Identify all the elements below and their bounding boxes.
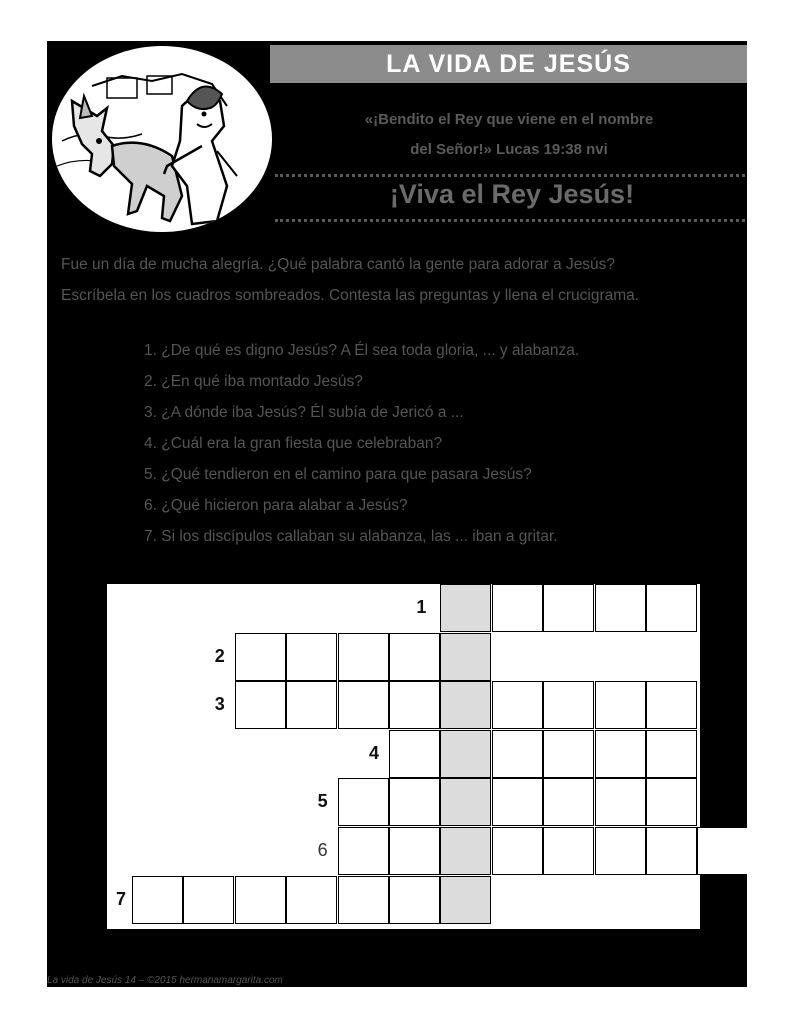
answer-cell[interactable]: [543, 827, 594, 875]
shaded-answer-cell[interactable]: [440, 827, 491, 875]
answer-cell[interactable]: [543, 730, 594, 778]
clue-number-6: 6: [317, 840, 328, 860]
bible-verse-line-2: del Señor!» Lucas 19:38 nvi: [410, 141, 608, 158]
answer-cell[interactable]: [646, 584, 697, 632]
clue-number-5: 5: [317, 791, 328, 812]
instructions-line-2: Escríbela en los cuadros sombreados. Contesta las preguntas y llena el crucigrama.: [61, 287, 640, 304]
page-title: LA VIDA DE JESÚS: [386, 50, 631, 78]
answer-cell[interactable]: [646, 827, 697, 875]
shaded-answer-cell[interactable]: [440, 681, 491, 729]
answer-cell[interactable]: [132, 876, 183, 924]
answer-cell[interactable]: [389, 778, 440, 826]
shaded-answer-cell[interactable]: [440, 633, 491, 681]
shaded-answer-cell[interactable]: [440, 584, 491, 632]
answer-cell[interactable]: [286, 633, 337, 681]
answer-cell[interactable]: [338, 876, 389, 924]
answer-cell[interactable]: [697, 827, 747, 875]
answer-cell[interactable]: [543, 778, 594, 826]
answer-cell[interactable]: [646, 778, 697, 826]
headline: ¡Viva el Rey Jesús!: [389, 179, 635, 209]
answer-cell[interactable]: [235, 681, 286, 729]
answer-cell[interactable]: [543, 584, 594, 632]
answer-cell[interactable]: [389, 681, 440, 729]
answer-cell[interactable]: [492, 681, 543, 729]
question-item: 1. ¿De qué es digno Jesús? A Él sea toda gloria, ... y alabanza.: [144, 342, 580, 359]
answer-cell[interactable]: [183, 876, 234, 924]
answer-cell[interactable]: [646, 730, 697, 778]
answer-cell[interactable]: [235, 633, 286, 681]
answer-cell[interactable]: [492, 827, 543, 875]
clue-number-4: 4: [369, 742, 380, 763]
question-item: 5. ¿Qué tendieron en el camino para que pasara Jesús?: [144, 466, 532, 483]
jesus-on-donkey-illustration: [49, 43, 275, 235]
question-item: 7. Si los discípulos callaban su alabanza, las ... iban a gritar.: [144, 528, 558, 545]
answer-cell[interactable]: [389, 876, 440, 924]
shaded-answer-cell[interactable]: [440, 730, 491, 778]
answer-cell[interactable]: [338, 778, 389, 826]
question-list: [144, 339, 579, 556]
answer-cell[interactable]: [595, 778, 646, 826]
answer-cell[interactable]: [492, 730, 543, 778]
answer-cell[interactable]: [492, 584, 543, 632]
answer-cell[interactable]: [338, 681, 389, 729]
clue-number-2: 2: [214, 645, 225, 666]
title-bar: [270, 45, 747, 83]
answer-cell[interactable]: [338, 827, 389, 875]
answer-cell[interactable]: [286, 876, 337, 924]
clue-number-1: 1: [416, 597, 427, 617]
dotted-divider-bottom: [275, 219, 745, 222]
clue-number-7: 7: [116, 888, 127, 909]
answer-cell[interactable]: [492, 778, 543, 826]
answer-cell[interactable]: [235, 876, 286, 924]
illustration-drawing: [52, 46, 272, 232]
answer-cell[interactable]: [595, 827, 646, 875]
instructions-line-1: Fue un día de mucha alegría. ¿Qué palabra cantó la gente para adorar a Jesús?: [61, 256, 616, 273]
answer-cell[interactable]: [646, 681, 697, 729]
shaded-answer-cell[interactable]: [440, 876, 491, 924]
question-item: 3. ¿A dónde iba Jesús? Él subía de Jericó a ...: [144, 404, 464, 421]
clue-number-3: 3: [214, 694, 225, 715]
answer-cell[interactable]: [389, 730, 440, 778]
answer-cell[interactable]: [595, 584, 646, 632]
question-item: 6. ¿Qué hicieron para alabar a Jesús?: [144, 497, 408, 514]
dotted-divider-top: [275, 174, 745, 177]
answer-cell[interactable]: [595, 681, 646, 729]
question-item: 2. ¿En qué iba montado Jesús?: [144, 373, 363, 390]
answer-cell[interactable]: [286, 681, 337, 729]
crossword-grid: [107, 584, 700, 929]
answer-cell[interactable]: [389, 827, 440, 875]
worksheet-page: [47, 41, 747, 987]
answer-cell[interactable]: [338, 633, 389, 681]
footer-credit: La vida de Jesús 14 – ©2015 hermanamargarita.com: [47, 975, 283, 986]
question-item: 4. ¿Cuál era la gran fiesta que celebraban?: [144, 435, 443, 452]
answer-cell[interactable]: [595, 730, 646, 778]
bible-verse-line-1: «¡Bendito el Rey que viene en el nombre: [364, 111, 654, 128]
answer-cell[interactable]: [389, 633, 440, 681]
answer-cell[interactable]: [543, 681, 594, 729]
shaded-answer-cell[interactable]: [440, 778, 491, 826]
